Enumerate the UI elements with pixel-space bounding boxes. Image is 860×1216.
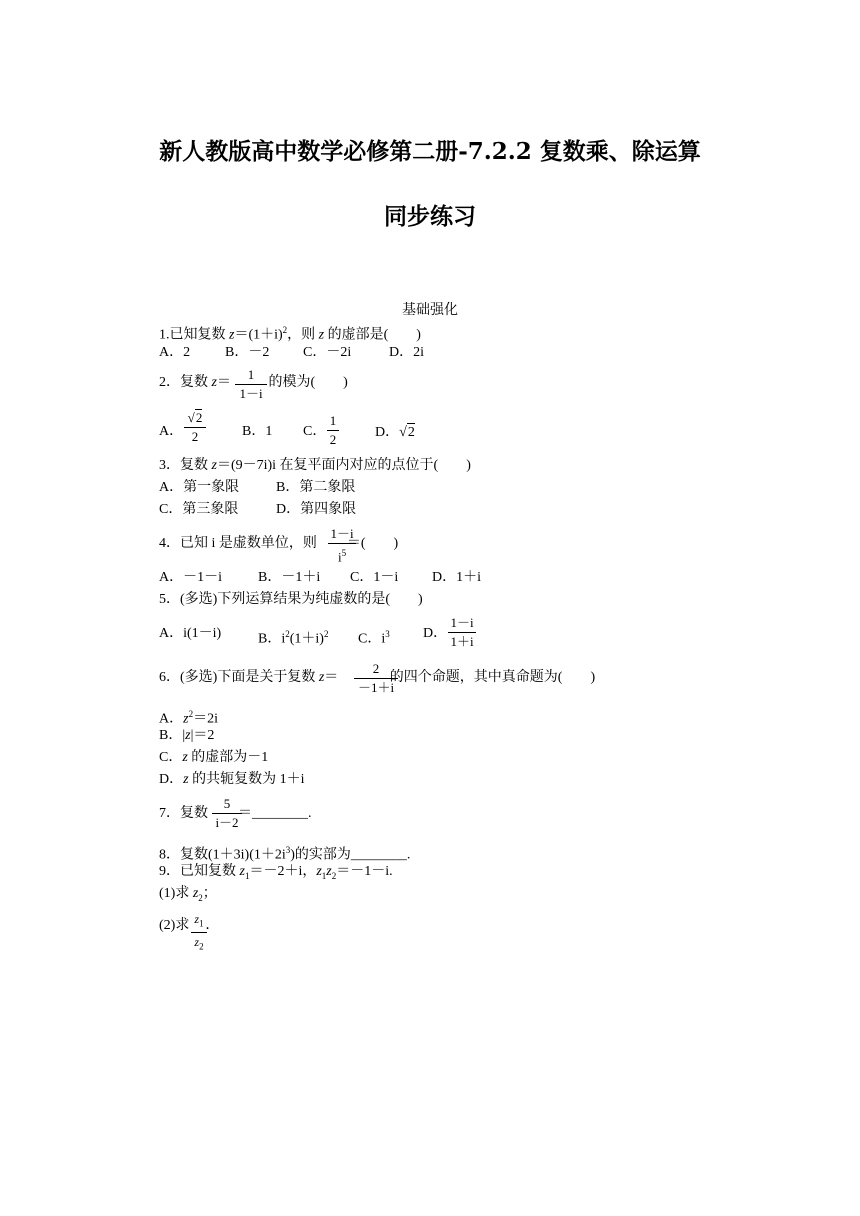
question-4-option-c: C．1－i <box>350 570 399 585</box>
question-2-option-c-label: C． <box>303 424 327 439</box>
question-2-option-c-fraction: 1 2 <box>327 413 339 448</box>
question-4-fraction: 1－i $i^5$ <box>328 526 356 565</box>
question-7-fraction: 5 i－2 <box>212 796 242 831</box>
question-5-option-a: A．i(1－i) <box>159 626 222 641</box>
question-3-option-b: B．第二象限 <box>276 480 356 495</box>
question-6-option-a: A．$z^2=2i$ <box>159 709 218 727</box>
question-1-option-c: C．－2i <box>303 345 352 360</box>
question-3: 3．复数 z＝(9－7i)i 在复平面内对应的点位于( ) <box>159 458 471 473</box>
question-4-option-d: D．1＋i <box>432 570 481 585</box>
question-6-option-c: C．z 的虚部为－1 <box>159 750 269 765</box>
document-title-line2: 同步练习 <box>384 203 476 230</box>
question-5: 5．(多选)下列运算结果为纯虚数的是( ) <box>159 592 423 607</box>
question-2-option-d: D．√2 <box>375 425 415 440</box>
question-2-option-a-fraction: √2 2 <box>184 409 206 445</box>
question-9-part-1: (1)求 $z_2$； <box>159 886 217 903</box>
section-heading: 基础强化 <box>402 302 458 318</box>
question-5-option-b: B．$i^2(1+i)^2$ <box>258 629 329 647</box>
question-3-option-a: A．第一象限 <box>159 480 240 495</box>
question-9: 9．已知复数 $z_1=-2+i$，$z_1z_2=-1-i$. <box>159 864 393 881</box>
question-1-option-b: B．－2 <box>225 345 270 360</box>
question-7: 7．复数 ＝________. <box>159 806 312 821</box>
question-6-option-d: D．z 的共轭复数为 1＋i <box>159 772 305 787</box>
question-9-part-2: (2)求 ． <box>159 918 220 933</box>
question-1-option-d: D．2i <box>389 345 424 360</box>
question-2-fraction: 1 1－i <box>235 367 267 402</box>
question-4-option-b: B．－1＋i <box>258 570 321 585</box>
question-5-option-d-label: D． <box>423 626 448 641</box>
question-8: 8．复数$(1+3i)(1+2i^3)$的实部为________. <box>159 845 411 863</box>
question-5-option-d-fraction: 1－i 1＋i <box>448 615 476 650</box>
question-2: 2．复数 z＝ 的模为( ) <box>159 375 348 390</box>
question-6-fraction: 2 －1＋i <box>354 661 398 696</box>
question-9-part-2-fraction: $z_1$ $z_2$ <box>191 911 207 955</box>
question-6-option-b: B．|z|＝2 <box>159 728 215 743</box>
document-title-line1: 新人教版高中数学必修第二册-7.2.2 复数乘、除运算 <box>159 138 701 165</box>
question-6: 6．(多选)下面是关于复数 z＝ 的四个命题，其中真命题为( ) <box>159 670 596 685</box>
question-3-option-d: D．第四象限 <box>276 502 357 517</box>
question-1: 1.已知复数 $z=(1+i)^2$，则 z 的虚部是( ) <box>159 325 421 343</box>
question-2-option-b: B．1 <box>242 424 273 439</box>
question-2-option-a-label: A． <box>159 424 184 439</box>
question-1-option-a: A．2 <box>159 345 191 360</box>
question-5-option-c: C．$i^3$ <box>358 629 390 647</box>
question-4-option-a: A．－1－i <box>159 570 222 585</box>
question-4: 4．已知 i 是虚数单位，则 ＝( ) <box>159 536 399 551</box>
question-3-option-c: C．第三象限 <box>159 502 239 517</box>
